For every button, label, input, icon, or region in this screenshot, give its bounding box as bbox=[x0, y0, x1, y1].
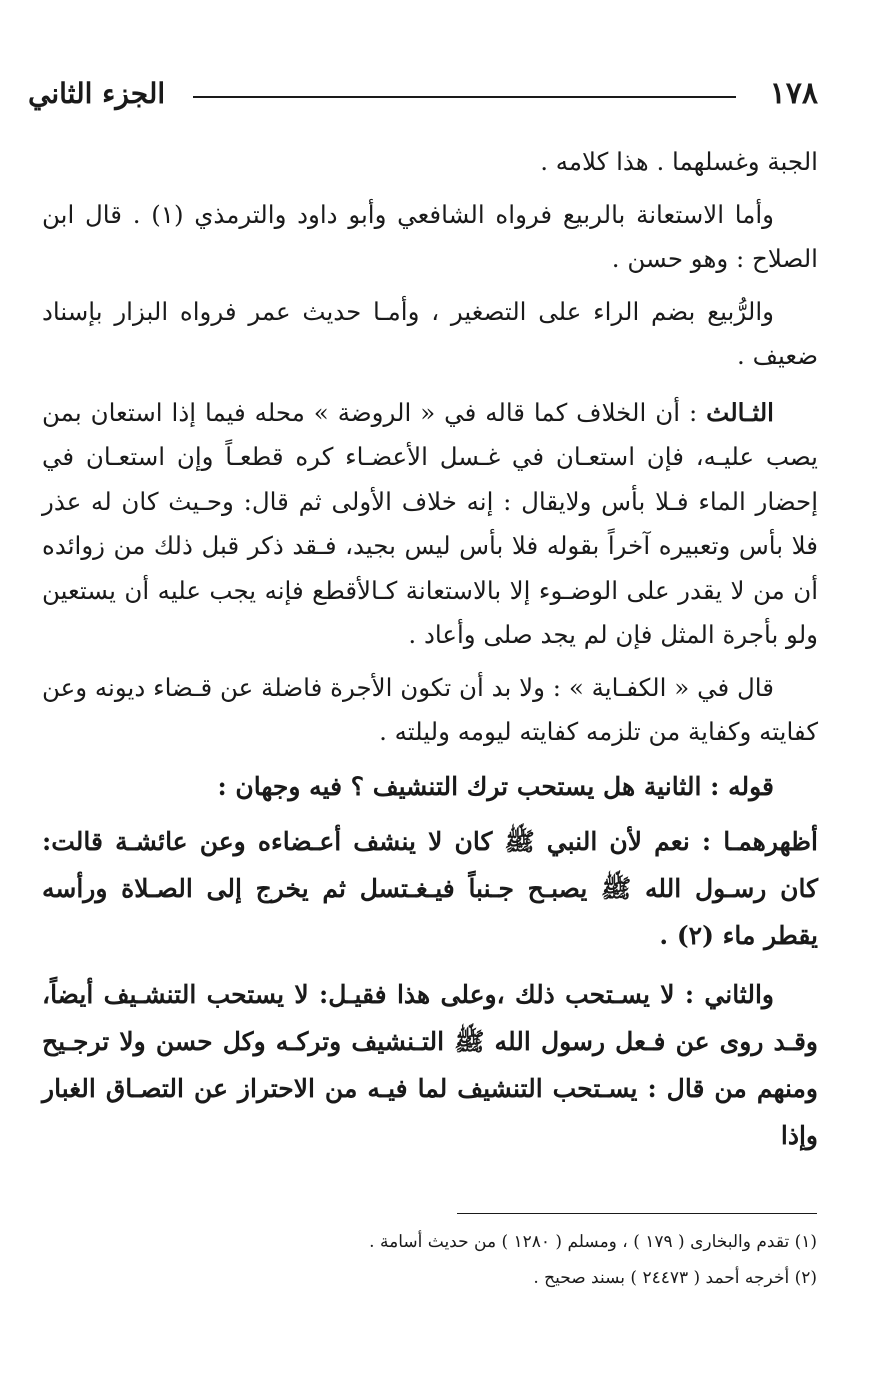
page-number: ١٧٨ bbox=[769, 76, 818, 111]
running-title: الجزء الثاني bbox=[28, 77, 166, 110]
footnote-rule bbox=[457, 1213, 817, 1214]
paragraph-bold: والثاني : لا يسـتحب ذلك ،وعلى هذا فقيـل: لا يستحب التنشـيف أيضاً، وقـد روى عن فـعل رسول الله ﷺ التـنشيف وتركـه وكل حسن ولا ترجـيح ومنهم من قال : يسـتحب التنشيف لما فيـه من الاحتراز عن التصـاق الغبار وإذا bbox=[42, 979, 818, 1150]
paragraph-third-point bbox=[42, 391, 818, 658]
header-rule bbox=[193, 96, 736, 98]
footnotes bbox=[57, 1224, 817, 1296]
footnote: (١) تقدم والبخارى ( ١٧٩ ) ، ومسلم ( ١٢٨٠ ) من حديث أسامة . bbox=[369, 1232, 817, 1252]
paragraph-lead: الثـالث bbox=[706, 397, 774, 427]
paragraph-bold: أظهرهمـا : نعم لأن النبي ﷺ كان لا ينشف أعـضاءه وعن عائشـة قالت: كان رسـول الله ﷺ يصبـح جـنباً فيـغـتسل ثم يخرج إلى الصـلاة ورأسه يقطر ماء (٢) . bbox=[42, 826, 818, 950]
footnote: (٢) أخرجه أحمد ( ٢٤٤٧٣ ) بسند صحيح . bbox=[533, 1268, 817, 1288]
paragraph-text: : أن الخلاف كما قاله في « الروضة » محله فيما إذا استعان بمن يصب عليـه، فإن استعـان في غـسل الأعضـاء كره قطعـاً وإن استعـان في إحضار الماء فـلا بأس ولايقال : إنه خلاف الأولى ثم قال: وحـيث كان له عذر فلا بأس وتعبيره آخراً بقوله فلا بأس ليس بجيد، فـقد ذكر قبل ذلك من زوائده أن من لا يقدر على الوضـوء إلا بالاستعانة كـالأقطع فإنه يجب عليه أن يستعين ولو بأجرة المثل فإن لم يجد صلى وأعاد . bbox=[42, 397, 818, 649]
page-header bbox=[28, 74, 818, 114]
body-text bbox=[42, 140, 818, 1167]
paragraph: الجبة وغسلهما . هذا كلامه . bbox=[540, 147, 818, 176]
paragraph: وأما الاستعانة بالربيع فرواه الشافعي وأبو داود والترمذي (١) . قال ابن الصلاح : وهو حسن . bbox=[42, 199, 818, 273]
paragraph-bold: قوله : الثانية هل يستحب ترك التنشيف ؟ فيه وجهان : bbox=[217, 771, 774, 801]
paragraph: قال في « الكفـاية » : ولا بد أن تكون الأجرة فاضلة عن قـضاء ديونه وعن كفايته وكفاية من تلزمه كفايته ليومه وليلته . bbox=[42, 672, 818, 746]
paragraph: والرُّبيع بضم الراء على التصغير ، وأمـا حديث عمر فرواه البزار بإسناد ضعيف . bbox=[42, 296, 818, 370]
